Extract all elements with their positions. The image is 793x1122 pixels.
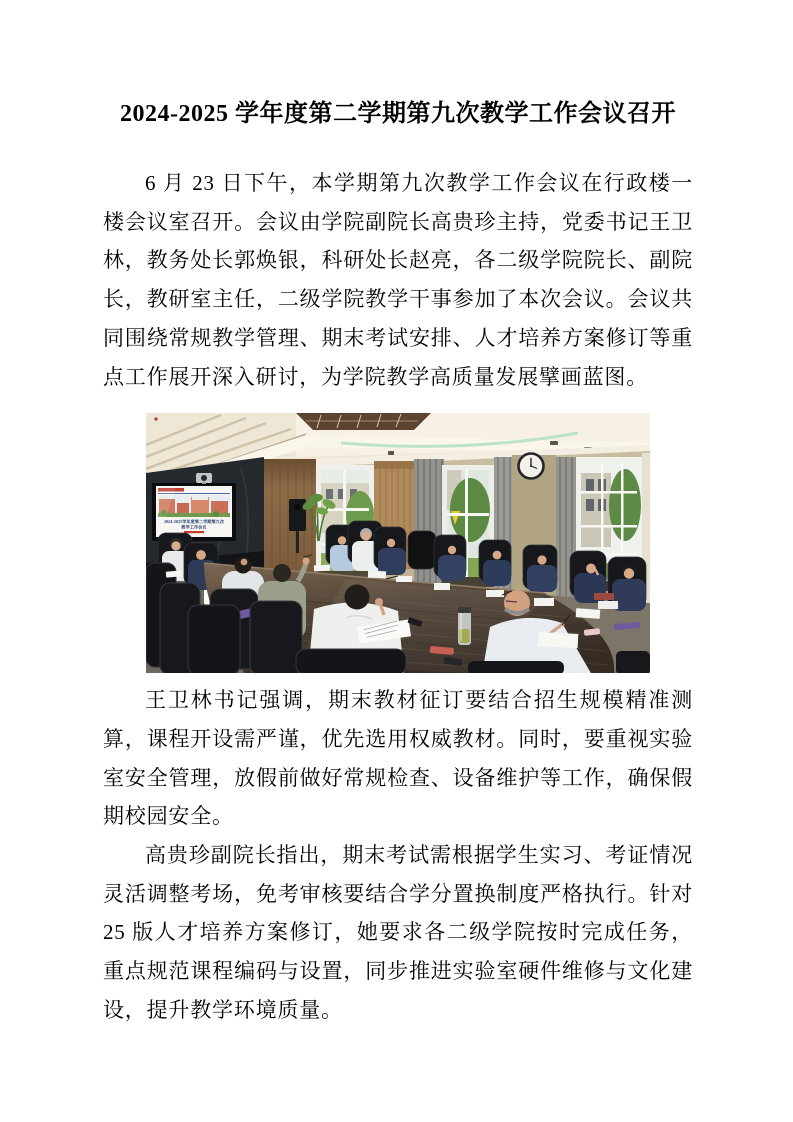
chair (188, 605, 240, 673)
tea-bottle (458, 607, 471, 645)
paragraph-gao-remarks: 高贵珍副院长指出，期末考试需根据学生实习、考证情况灵活调整考场，免考审核要结合学分置换制度严格执行。针对 25 版人才培养方案修订，她要求各二级学院按时完成任务，重点规范课程编码与设置，同步推进实验室硬件维修与文化建设，提升教学环境质量。 (103, 843, 693, 1022)
meeting-photo (146, 413, 650, 673)
red-notebook (594, 593, 614, 600)
chair (296, 649, 406, 673)
slide-title-line1: 2024-2025学年度第二学期第九次 (163, 519, 225, 525)
empty-chair (408, 531, 436, 569)
paragraph-wang-remarks: 王卫林书记强调，期末教材征订要结合招生规模精准测算，课程开设需严谨，优先选用权威教材。同时，要重视实验室安全管理，放假前做好常规检查、设备维护等工作，确保假期校园安全。 (103, 688, 693, 829)
sprinkler-icon (154, 418, 157, 421)
presentation-screen (152, 483, 236, 541)
paragraph-intro: 6 月 23 日下午，本学期第九次教学工作会议在行政楼一楼会议室召开。会议由学院副院长高贵珍主持，党委书记王卫林，教务处长郭焕银，科研处长赵亮，各二级学院院长、副院长，教研室主任，二级学院教学干事参加了本次会议。会议共同围绕常规教学管理、期末考试安排、人才培养方案修订等重点工作展开深入研讨，为学院教学高质量发展擘画蓝图。 (103, 171, 693, 389)
document-content (103, 92, 693, 1030)
wall-clock (519, 454, 544, 479)
chair (468, 661, 564, 673)
chair (616, 651, 650, 673)
slide-footer-text (184, 531, 204, 533)
chair (250, 601, 302, 673)
slide-title-line2: 教学工作会议 (181, 524, 207, 530)
meeting-photo-illustration (146, 413, 650, 673)
page-title: 2024-2025 学年度第二学期第九次教学工作会议召开 (120, 101, 676, 127)
ptz-camera (196, 473, 212, 484)
